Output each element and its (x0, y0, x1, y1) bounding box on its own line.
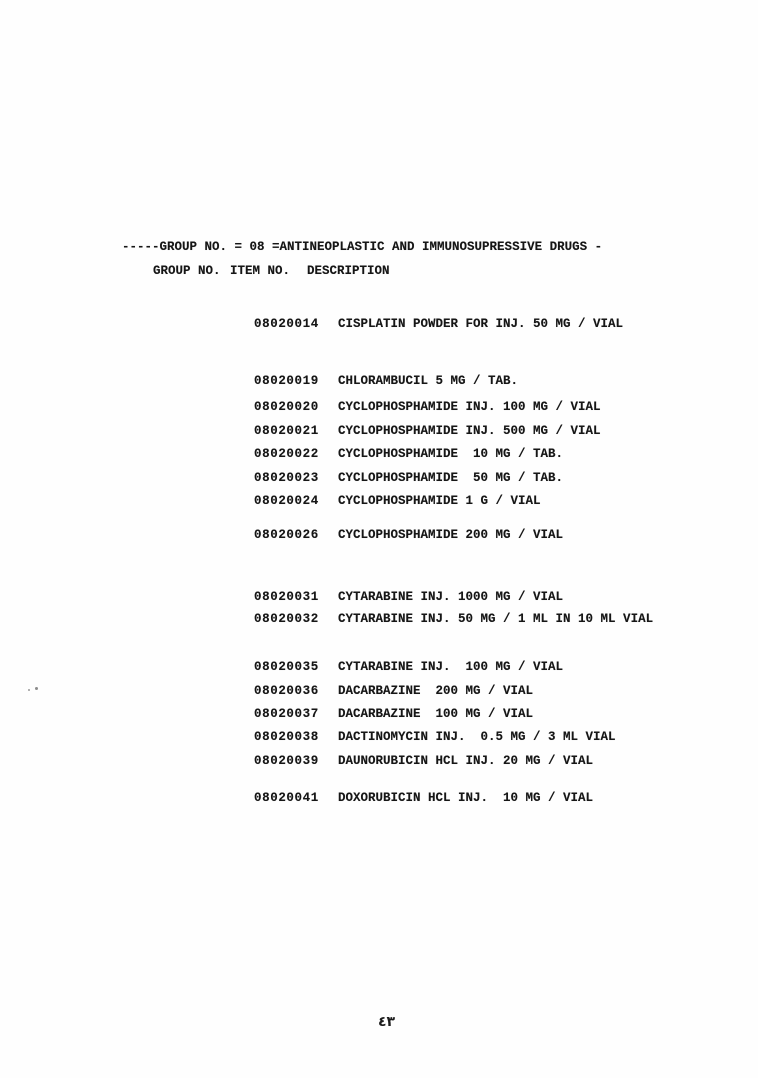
item-number: 08020038 (254, 730, 319, 744)
drug-row (224, 598, 744, 640)
drug-row (224, 303, 744, 345)
item-description: DACARBAZINE 200 MG / VIAL (338, 684, 534, 698)
item-number: 08020036 (254, 684, 319, 698)
item-description: CHLORAMBUCIL 5 MG / TAB. (338, 374, 519, 388)
item-number: 08020032 (254, 612, 319, 626)
item-description: CYCLOPHOSPHAMIDE INJ. 500 MG / VIAL (338, 424, 601, 438)
item-description: CYTARABINE INJ. 100 MG / VIAL (338, 660, 564, 674)
item-number: 08020041 (254, 791, 319, 805)
item-description: DAUNORUBICIN HCL INJ. 20 MG / VIAL (338, 754, 594, 768)
scan-speckle (35, 687, 38, 690)
column-header-item-no: ITEM NO. (230, 264, 291, 278)
item-description: CYCLOPHOSPHAMIDE 1 G / VIAL (338, 494, 541, 508)
item-description: CYCLOPHOSPHAMIDE 200 MG / VIAL (338, 528, 564, 542)
item-description: DOXORUBICIN HCL INJ. 10 MG / VIAL (338, 791, 594, 805)
scan-speckle (28, 689, 30, 691)
item-number: 08020021 (254, 424, 319, 438)
item-number: 08020031 (254, 590, 319, 604)
item-description: CISPLATIN POWDER FOR INJ. 50 MG / VIAL (338, 317, 624, 331)
item-description: DACTINOMYCIN INJ. 0.5 MG / 3 ML VIAL (338, 730, 616, 744)
item-number: 08020037 (254, 707, 319, 721)
item-number: 08020039 (254, 754, 319, 768)
drug-row (224, 514, 744, 556)
item-number: 08020026 (254, 528, 319, 542)
group-header-line: -----GROUP NO. = 08 =ANTINEOPLASTIC AND IMMUNOSUPRESSIVE DRUGS - (122, 240, 603, 254)
item-description: DACARBAZINE 100 MG / VIAL (338, 707, 534, 721)
item-number: 08020024 (254, 494, 319, 508)
drug-row (224, 740, 744, 782)
item-description: CYCLOPHOSPHAMIDE 10 MG / TAB. (338, 447, 564, 461)
item-number: 08020019 (254, 374, 319, 388)
column-header-group-no: GROUP NO. (153, 264, 221, 278)
item-number: 08020014 (254, 317, 319, 331)
item-description: CYCLOPHOSPHAMIDE 50 MG / TAB. (338, 471, 564, 485)
item-number: 08020035 (254, 660, 319, 674)
item-number: 08020022 (254, 447, 319, 461)
item-number: 08020020 (254, 400, 319, 414)
page-number: ٤٣ (378, 1014, 396, 1030)
drug-row (224, 777, 744, 819)
column-header-description: DESCRIPTION (307, 264, 390, 278)
item-description: CYTARABINE INJ. 1000 MG / VIAL (338, 590, 564, 604)
item-number: 08020023 (254, 471, 319, 485)
item-description: CYCLOPHOSPHAMIDE INJ. 100 MG / VIAL (338, 400, 601, 414)
item-description: CYTARABINE INJ. 50 MG / 1 ML IN 10 ML VIAL (338, 612, 654, 626)
